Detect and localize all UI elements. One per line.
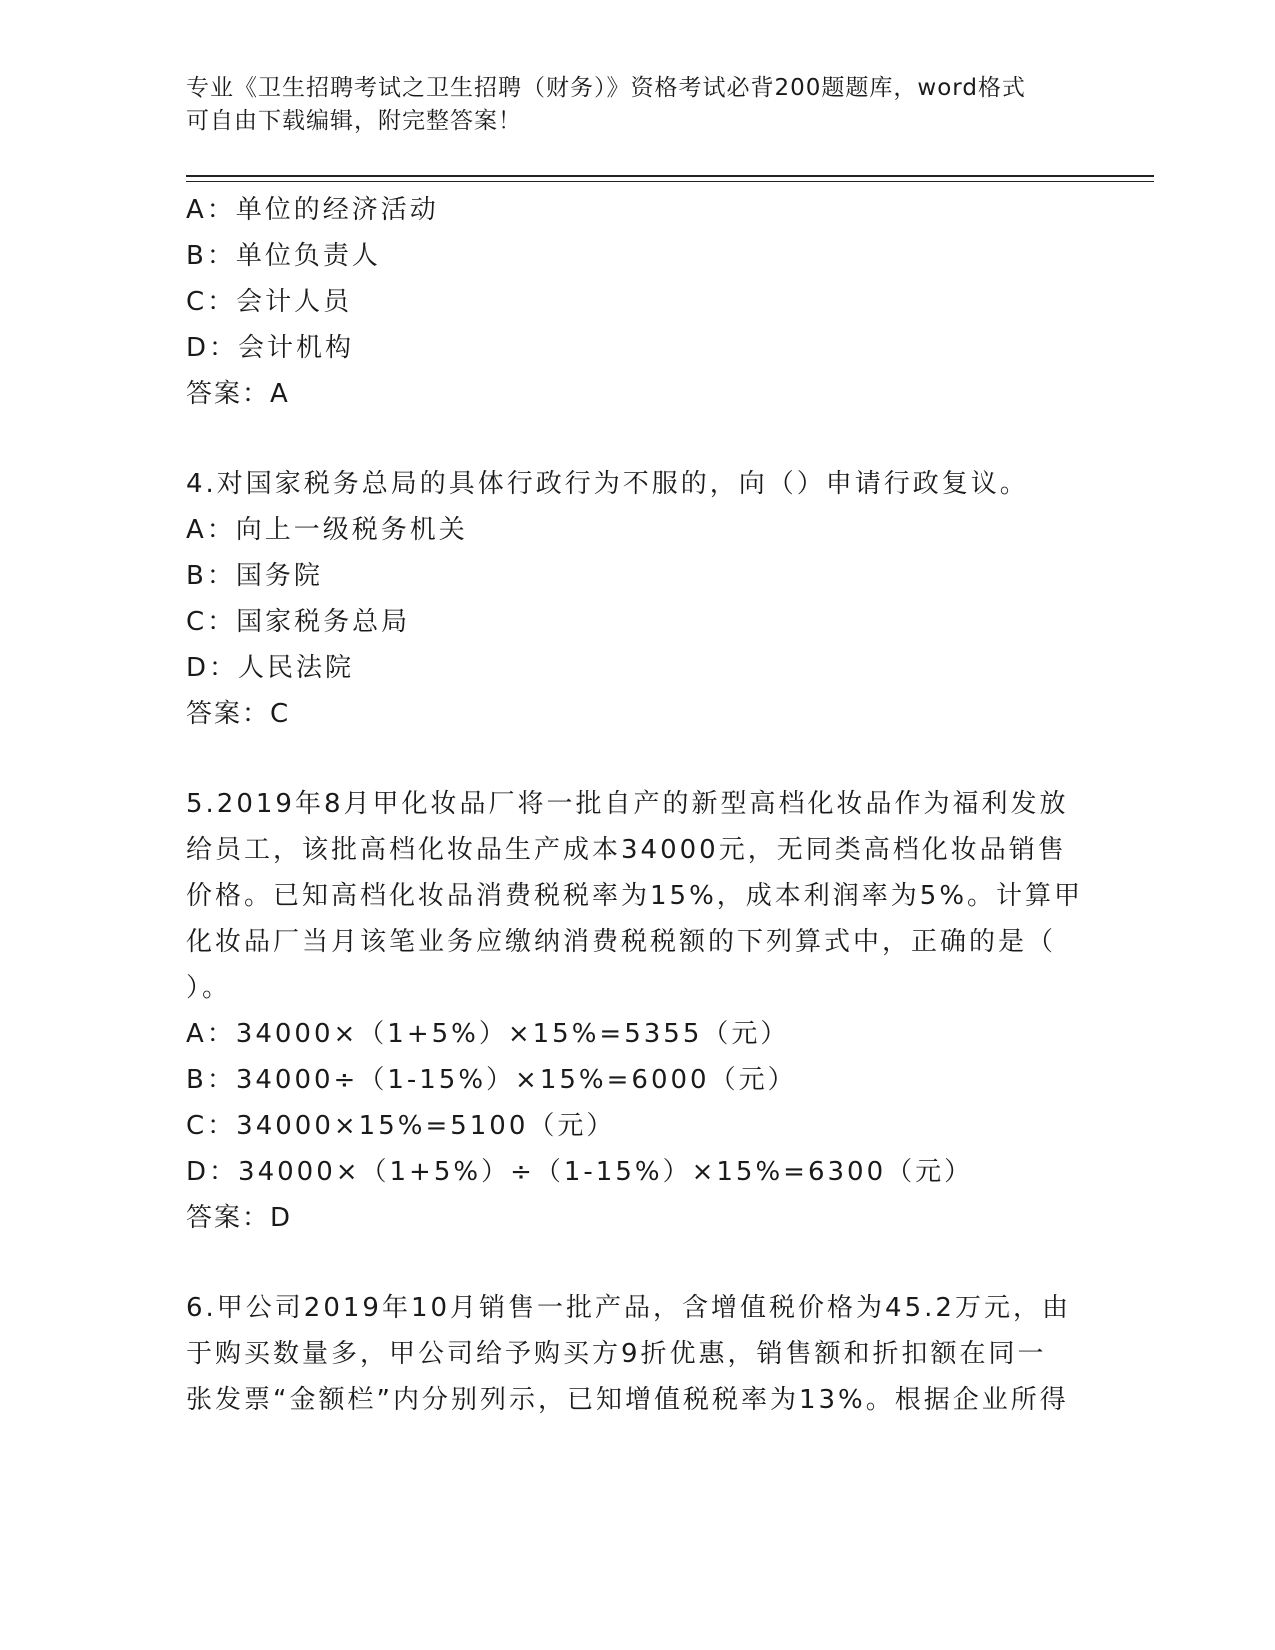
question-text-line: 5.2019年8月甲化妆品厂将一批自产的新型高档化妆品作为福利发放	[186, 789, 1069, 819]
question-text-line: 于购买数量多，甲公司给予购买方9折优惠，销售额和折扣额在同一	[186, 1339, 1047, 1369]
spacer	[186, 737, 1086, 781]
option-d: D：34000×（1+5%）÷（1-15%）×15%=6300（元）	[186, 1157, 974, 1187]
option-b: B：国务院	[186, 561, 323, 591]
question-text-line: 价格。已知高档化妆品消费税税率为15%，成本利润率为5%。计算甲	[186, 881, 1084, 911]
spacer	[186, 1241, 1086, 1285]
spacer	[186, 417, 1086, 461]
document-body	[186, 187, 1086, 1423]
document-header	[186, 72, 1086, 138]
question-text-line: ）。	[186, 973, 232, 1003]
question-text: 4.对国家税务总局的具体行政行为不服的，向（）申请行政复议。	[186, 469, 1029, 499]
option-a: A：向上一级税务机关	[186, 515, 468, 545]
question-text-line: 给员工，该批高档化妆品生产成本34000元，无同类高档化妆品销售	[186, 835, 1067, 865]
question-3	[186, 187, 1086, 417]
answer: 答案：D	[186, 1203, 293, 1233]
header-line-2: 可自由下载编辑，附完整答案！	[186, 108, 522, 134]
question-text-line: 6.甲公司2019年10月销售一批产品，含增值税价格为45.2万元，由	[186, 1293, 1071, 1323]
question-text-line: 张发票“金额栏”内分别列示，已知增值税税率为13%。根据企业所得	[186, 1385, 1069, 1415]
option-d: D：会计机构	[186, 333, 355, 363]
question-text-line: 化妆品厂当月该笔业务应缴纳消费税税额的下列算式中，正确的是（	[186, 927, 1057, 957]
option-a: A：34000×（1+5%）×15%=5355（元）	[186, 1019, 790, 1049]
option-a: A：单位的经济活动	[186, 195, 439, 225]
option-b: B：34000÷（1-15%）×15%=6000（元）	[186, 1065, 797, 1095]
option-c: C：国家税务总局	[186, 607, 411, 637]
answer: 答案：A	[186, 379, 290, 409]
header-divider-thin	[186, 181, 1154, 182]
option-d: D：人民法院	[186, 653, 355, 683]
option-b: B：单位负责人	[186, 241, 381, 271]
answer: 答案：C	[186, 699, 291, 729]
header-line-1: 专业《卫生招聘考试之卫生招聘（财务）》资格考试必背200题题库，word格式	[186, 75, 1026, 101]
option-c: C：34000×15%=5100（元）	[186, 1111, 616, 1141]
question-4	[186, 461, 1086, 737]
option-c: C：会计人员	[186, 287, 353, 317]
question-6	[186, 1285, 1086, 1423]
header-divider-thick	[186, 175, 1154, 177]
question-5	[186, 781, 1086, 1241]
